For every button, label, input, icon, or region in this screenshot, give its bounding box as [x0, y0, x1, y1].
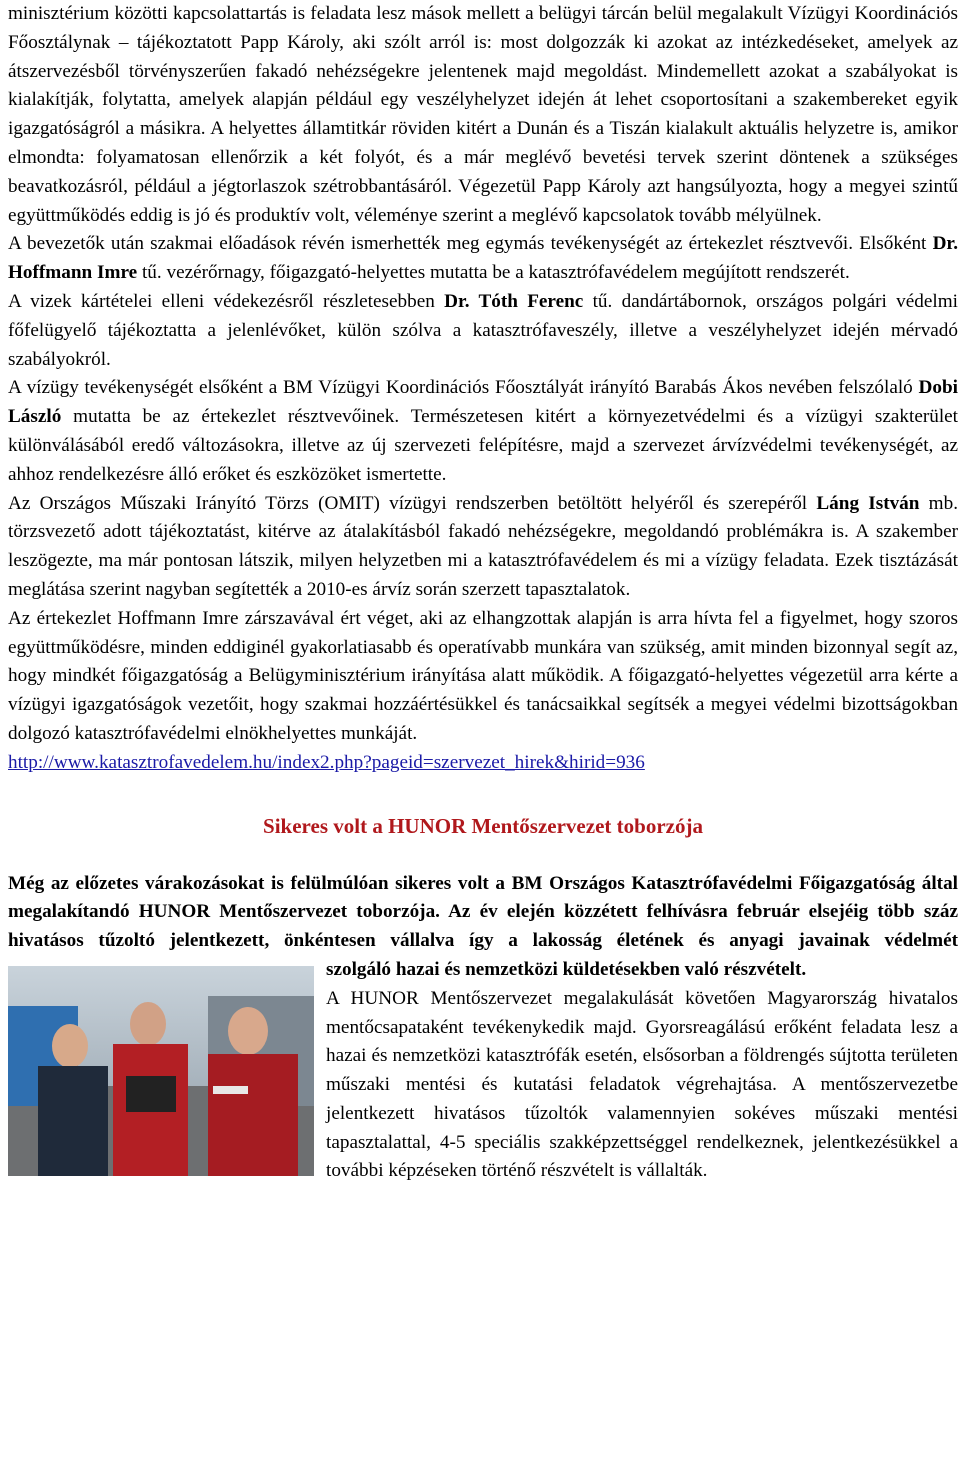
- source-link-line: [8, 749, 958, 778]
- article-paragraph: [8, 605, 958, 749]
- article-body: [8, 0, 958, 749]
- article-paragraph: [8, 374, 958, 489]
- photo-section: [8, 956, 958, 1186]
- article-paragraph: [8, 230, 958, 288]
- text-run: A bevezetők után szakmai előadások révén ismerhették meg egymás tevékenységét az értekezlet résztvevői. Elsőként: [8, 233, 933, 255]
- text-run: mutatta be az értekezlet résztvevőinek. Természetesen kitért a környezetvédelmi és a vízügyi szakterület különválásából eredő változásokra, illetve az új szervezeti felépítésre, majd a szervezet árvízvédelmi tevékenységét, az ahhoz rendelkezésre álló erőket és eszközöket ismertette.: [8, 406, 958, 485]
- text-run: minisztérium közötti kapcsolattartás is feladata lesz mások mellett a belügyi tárcán belül megalakult Vízügyi Koordinációs Főosztálynak – tájékoztatott Papp Károly, aki szólt arról is: most dolgozzák ki azokat az intézkedéseket, amelyek az átszervezésből törvényszerűen fakadó nehézségekre jelentenek majd megoldást. Mindemellett azokat a szabályokat is kialakítják, folytatta, amelyek alapján például egy veszélyhelyzet idején át lehet csoportosítani a szakembereket egyik igazgatóságról a másikra. A helyettes államtitkár röviden kitért a Dunán és a Tiszán kialakult aktuális helyzetre is, amikor elmondta: folyamatosan ellenőrzik a két folyót, és a már meglévő bevetési tervek szerint döntenek a szükséges beavatkozásról, például a jégtorlaszok szétrobbantásáról. Végezetül Papp Károly azt hangsúlyozta, hogy a megyei szintű együttműködés eddig is jó és produktív volt, véleménye szerint a meglévő kapcsolatok tovább mélyülnek.: [8, 3, 958, 226]
- article-paragraph: [8, 490, 958, 605]
- text-run: A vízügy tevékenységét elsőként a BM Vízügyi Koordinációs Főosztályát irányító Barabás Ákos nevében felszólaló: [8, 377, 919, 399]
- text-run: Az Országos Műszaki Irányító Törzs (OMIT) vízügyi rendszerben betöltött helyéről és szerepéről: [8, 492, 817, 514]
- article-paragraph: [8, 288, 958, 374]
- person-name: Dr. Tóth Ferenc: [444, 290, 584, 312]
- lead-paragraph-top: Még az előzetes várakozásokat is felülmúlóan sikeres volt a BM Országos Katasztrófavédelmi Főigazgatóság által megalakítandó HUNOR Mentőszervezet toborzója. Az év elején közzétett felhívásra február elsejéig több száz hivatásos tűzoltó jelentkezett, önkéntesen vállalva így a lakosság életének és anyagi javainak védelmét: [8, 872, 958, 952]
- article-headline: Sikeres volt a HUNOR Mentőszervezet toborzója: [263, 813, 703, 838]
- person-name: Dr. Hoffmann Imre: [8, 233, 958, 284]
- document-page: [8, 0, 958, 1186]
- article-paragraph: [8, 0, 958, 230]
- rescue-team-photo: [8, 966, 314, 1176]
- article-paragraph-hunor: A HUNOR Mentőszervezet megalakulását követően Magyarország hivatalos mentőcsapataként tevékenykedik majd. Gyorsreagálású erőként feladata lesz a hazai és nemzetközi katasztrófák esetén, elsősorban a földrengés sújtotta területen műszaki mentési és kutatási feladatok végrehajtása. A mentőszervezetbe jelentkezett hivatásos tűzoltók valamennyien sokéves műszaki mentési tapasztalattal, 4-5 speciális szakképzettséggel rendelkeznek, jelentkezésükkel a további képzéseken történő részvételt is vállalták.: [326, 987, 958, 1182]
- text-run: Az értekezlet Hoffmann Imre zárszavával ért véget, aki az elhangzottak alapján is arra hívta fel a figyelmet, hogy szoros együttműködésre, minden eddiginél gyakorlatiasabb és operatívabb munkára van szükség, amit minden bizonnyal segít az, hogy mindkét főigazgatóság a Belügyminisztérium irányítása alatt működik. A főigazgató-helyettes végezetül arra kérte a vízügyi igazgatóságok vezetőit, hogy szakmai hozzáértésükkel és tanácsaikkal segítsék a megyei védelmi bizottságokban dolgozó katasztrófavédelmi elnökhelyettes munkáját.: [8, 607, 958, 744]
- text-run: A vizek kártételei elleni védekezésről részletesebben: [8, 290, 445, 312]
- text-run: tű. vezérőrnagy, főigazgató-helyettes mutatta be a katasztrófavédelem megújított rendszerét.: [137, 262, 850, 284]
- lead-paragraph-continued: szolgáló hazai és nemzetközi küldetésekben való részvételt.: [326, 958, 807, 980]
- person-name: Dobi László: [8, 377, 958, 428]
- person-name: Láng István: [816, 492, 920, 514]
- text-run: mb. törzsvezető adott tájékoztatást, kitérve az átalakításból fakadó nehézségekre, megoldandó problémákra is. A szakember leszögezte, ma már pontosan látszik, milyen helyzetben mi a katasztrófavédelem és mi a vízügy feladata. Ezek tisztázását meglátása szerint nagyban segítették a 2010-es árvíz során szerzett tapasztalatok.: [8, 492, 958, 600]
- source-link[interactable]: http://www.katasztrofavedelem.hu/index2.php?pageid=szervezet_hirek&hirid=936: [8, 751, 645, 773]
- text-run: tű. dandártábornok, országos polgári védelmi főfelügyelő tájékoztatta a jelenlévőket, külön szólva a katasztrófaveszély, illetve a veszélyhelyzet idején mérvadó szabályokról.: [8, 290, 958, 370]
